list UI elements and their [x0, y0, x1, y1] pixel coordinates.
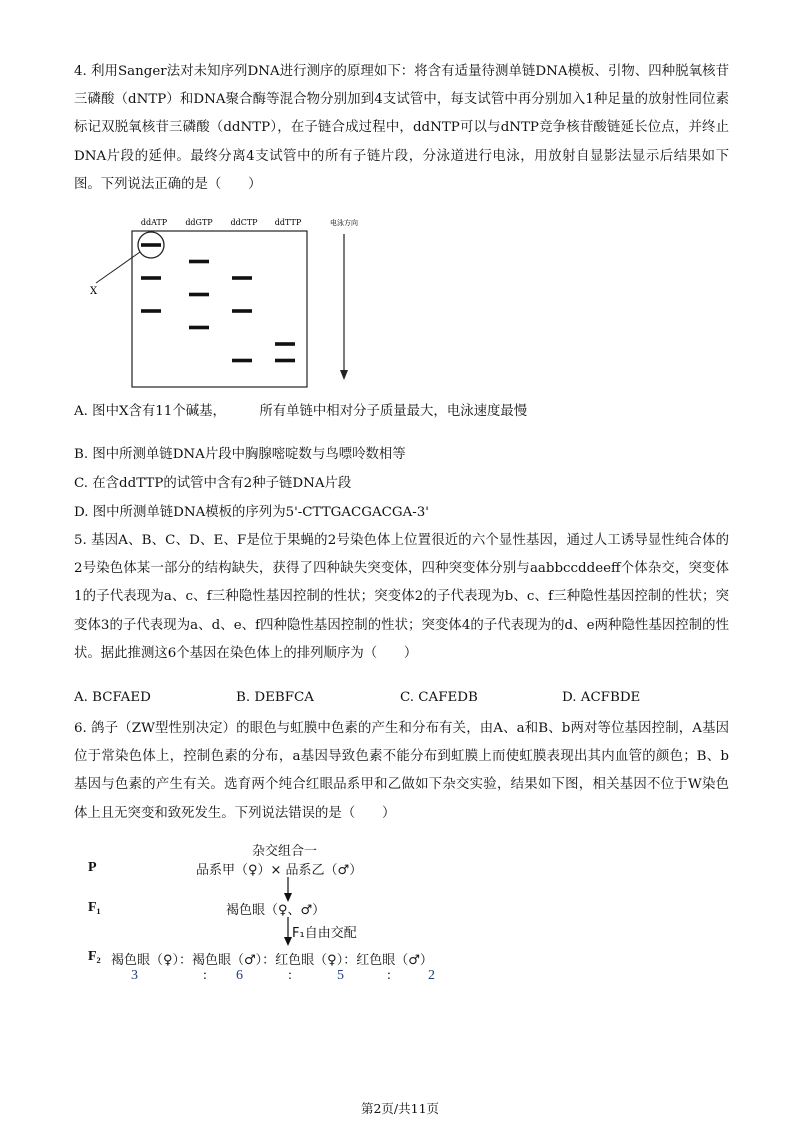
q5-option-a: A. BCFAED — [74, 690, 151, 705]
ratio-separator: : — [288, 968, 292, 983]
lane-label: ddGTP — [185, 218, 213, 227]
gel-band — [141, 276, 161, 280]
f2-content: 褐色眼（♀）：褐色眼（♂）：红色眼（♀）：红色眼（♂） — [111, 953, 433, 968]
q5-option-d: D. ACFBDE — [562, 690, 641, 705]
gel-band — [141, 243, 161, 247]
q5-stem: 5. 基因A、B、C、D、E、F是位于果蝇的2号染色体上位置很近的六个显性基因，通过人工诱导显性纯合体的2号染色体某一部分的结构缺失，获得了四种缺失突变体，四种突变体分别与aabbccddeeff个体杂交，突变体1的子代表现为a、c、f三种隐性基因控制的性状；突变体2的子代表现为b、c、f三种隐性基因控制的性状；突变体3的子代表现为a、d、e、f四种隐性基因控制的性状；突变体4的子代表现为的d、e两种隐性基因控制的性状。据此推测这6个基因在染色体上的排列顺序为（ ） — [74, 533, 729, 661]
gel-bands — [141, 243, 295, 362]
direction-label: 电泳方向 — [330, 219, 358, 227]
gel-band — [275, 342, 295, 346]
q4-option-a: A. 图中X含有11个碱基， 所有单链中相对分子质量最大，电泳速度最慢 — [74, 404, 528, 419]
q6-stem: 6. 鸽子（ZW型性别决定）的眼色与虹膜中色素的产生和分布有关，由A、a和B、b两对等位基因控制，A基因位于常染色体上，控制色素的分布，a基因导致色素不能分布到虹膜上而使虹膜表现出其内血管的颜色；B、b基因与色素的产生有关。选育两个纯合红眼品系甲和乙做如下杂交实验，结果如下图，相关基因不位于W染色体上且无突变和致死发生。下列说法错误的是（ ） — [74, 721, 729, 821]
ratio-separator: : — [387, 968, 391, 983]
q5-option-b: B. DEBFCA — [236, 690, 314, 705]
lane-label: ddCTP — [230, 218, 258, 227]
ratio-value: 5 — [337, 968, 344, 983]
f2-label: F₂ — [88, 949, 101, 964]
gel-band — [189, 293, 209, 297]
gel-figure — [82, 212, 382, 388]
x-pointer-line — [96, 252, 140, 283]
q4-stem: 4. 利用Sanger法对未知序列DNA进行测序的原理如下：将含有适量待测单链DNA模板、引物、四种脱氧核苷三磷酸（dNTP）和DNA聚合酶等混合物分别加到4支试管中，每支试管中再分别加入1种足量的放射性同位素标记双脱氧核苷三磷酸（ddNTP），在子链合成过程中，ddNTP可以与dNTP竞争核苷酸链延长位点，并终止DNA片段的延伸。最终分离4支试管中的所有子链片段，分泳道进行电泳，用放射自显影法显示后结果如下图。下列说法正确的是（ ） — [74, 64, 729, 192]
f1-label: F₁ — [88, 900, 101, 915]
gel-box — [132, 231, 307, 387]
x-label: X — [90, 286, 98, 297]
lane-label: ddATP — [140, 218, 168, 227]
gel-band — [189, 260, 209, 264]
gel-band — [232, 309, 252, 313]
q4-option-d: D. 图中所测单链DNA模板的序列为5'-CTTGACGACGA-3' — [74, 505, 429, 520]
ratio-value: 2 — [428, 968, 435, 983]
gel-band — [141, 309, 161, 313]
gel-band — [275, 359, 295, 363]
p-content: 品系甲（♀）× 品系乙（♂） — [196, 863, 363, 878]
gel-band — [189, 326, 209, 330]
gel-band — [232, 276, 252, 280]
q4-option-c: C. 在含ddTTP的试管中含有2种子链DNA片段 — [74, 476, 352, 491]
arrow-label: F₁自由交配 — [292, 926, 357, 941]
q5-option-c: C. CAFEDB — [400, 690, 478, 705]
ratio-value: 6 — [236, 968, 243, 983]
ratio-value: 3 — [131, 968, 138, 983]
cross-title: 杂交组合一 — [252, 844, 318, 859]
gel-band — [232, 359, 252, 363]
ratio-separator: : — [203, 968, 207, 983]
p-label: P — [88, 860, 97, 875]
lane-label: ddTTP — [274, 218, 302, 227]
q4-option-b: B. 图中所测单链DNA片段中胸腺嘧啶数与鸟嘌呤数相等 — [74, 447, 406, 462]
page-footer: 第2页/共11页 — [360, 1101, 440, 1116]
f1-content: 褐色眼（♀、♂） — [226, 903, 326, 918]
direction-arrow-head — [340, 370, 348, 380]
